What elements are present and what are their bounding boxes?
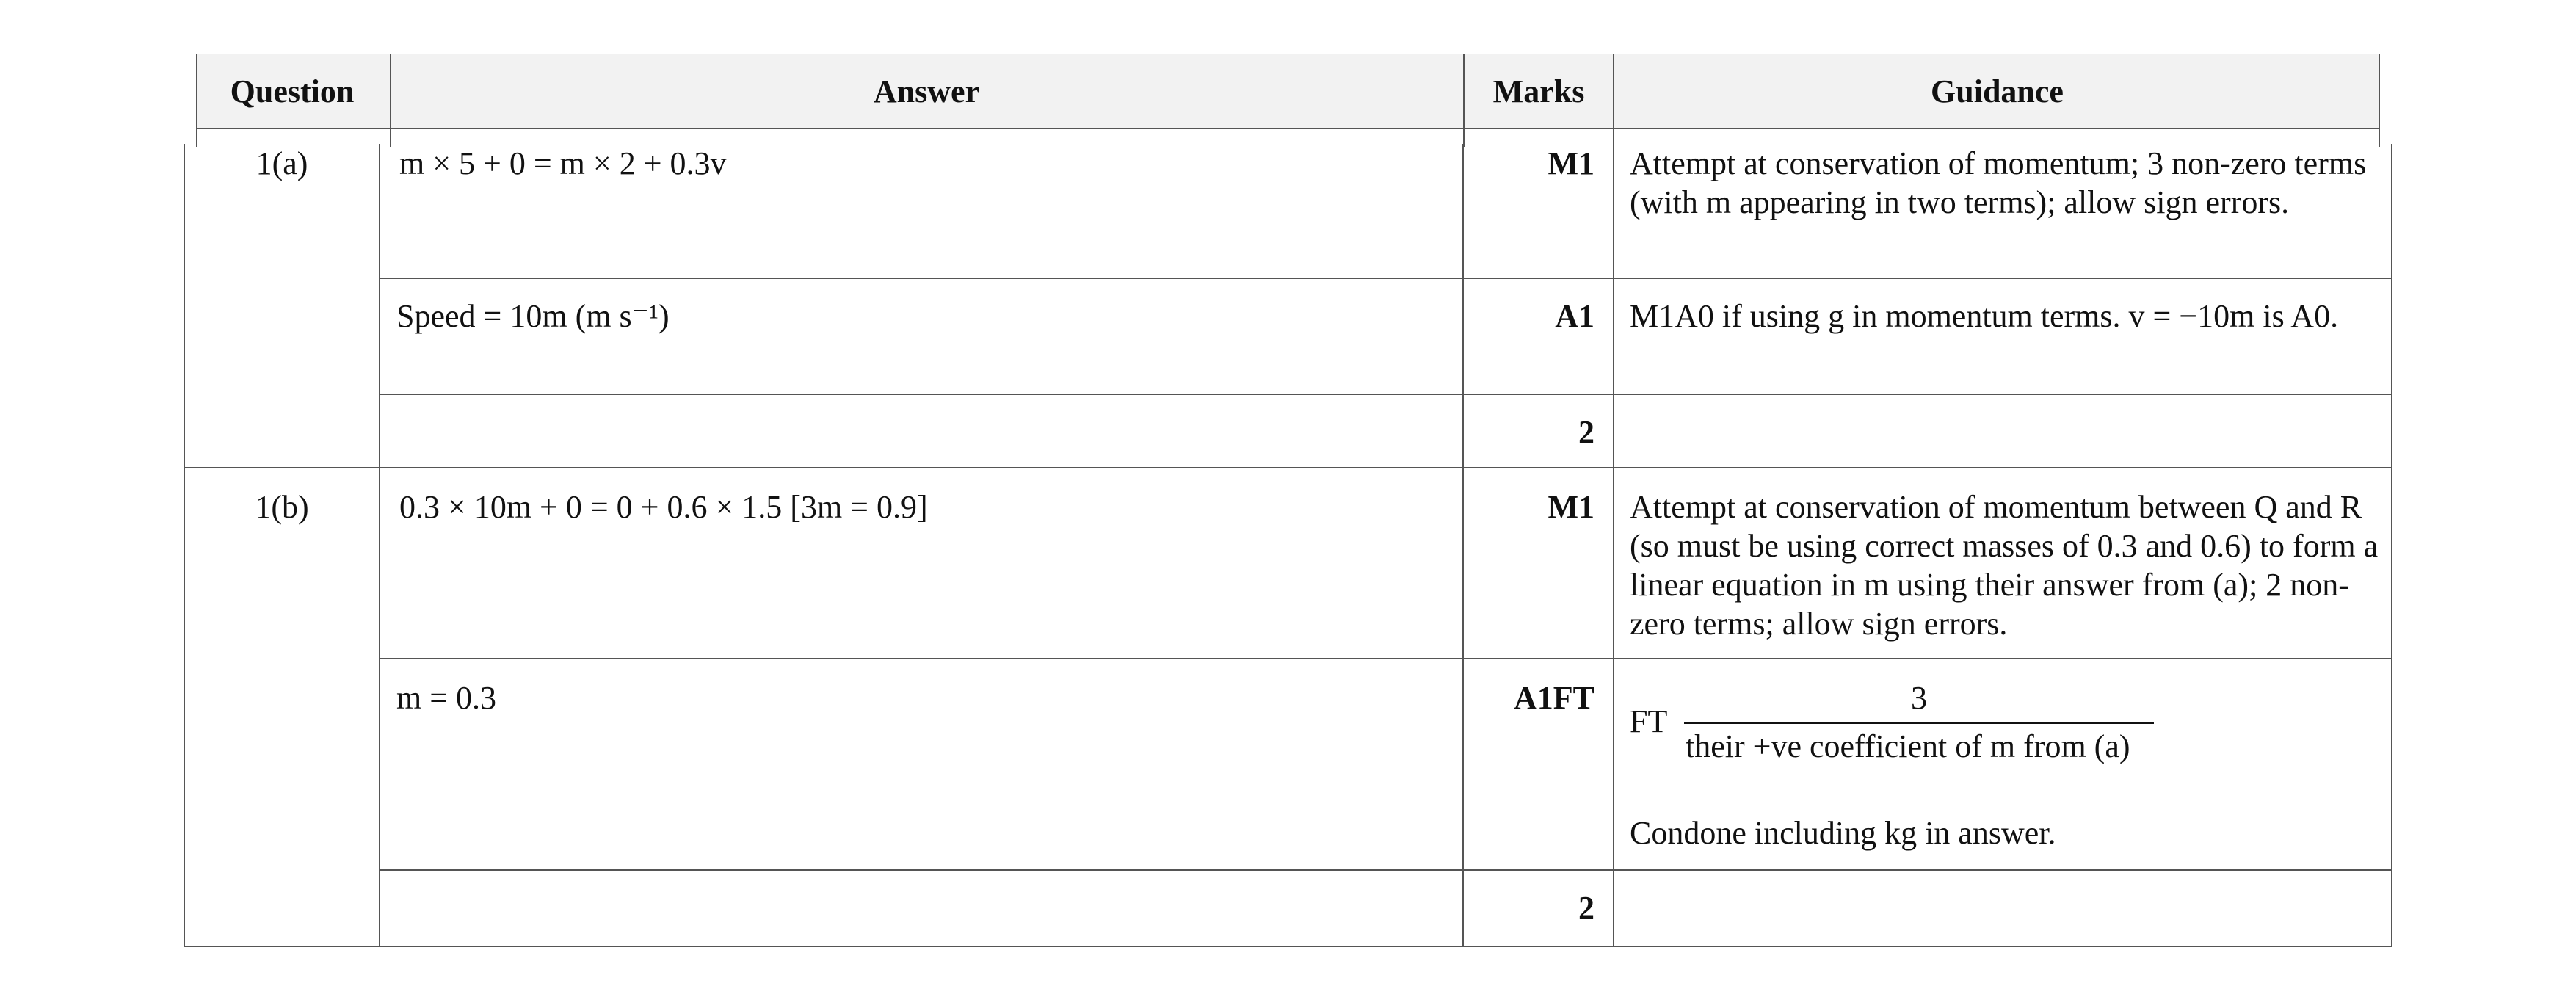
mark-value: A1FT bbox=[1514, 680, 1594, 716]
question-label: 1(b) bbox=[255, 489, 309, 525]
answer-text: Speed = 10m (m s⁻¹) bbox=[396, 298, 670, 334]
table-border bbox=[2391, 144, 2392, 947]
header-divider bbox=[2379, 54, 2380, 147]
row-divider bbox=[184, 946, 2392, 947]
ft-fraction bbox=[1684, 678, 2154, 767]
ft-prefix: FT bbox=[1630, 703, 1668, 739]
answer-text: 0.3 × 10m + 0 = 0 + 0.6 × 1.5 [3m = 0.9] bbox=[399, 489, 928, 525]
guidance-text: Attempt at conservation of momentum; 3 non-zero terms (with m appearing in two terms); allow sign errors. bbox=[1630, 145, 2367, 220]
fraction-bar bbox=[1684, 722, 2154, 724]
row-divider bbox=[379, 658, 2392, 659]
mark-value: A1 bbox=[1555, 298, 1594, 334]
mark-total: 2 bbox=[1578, 890, 1594, 926]
answer-text: m × 5 + 0 = m × 2 + 0.3v bbox=[399, 145, 727, 181]
guidance-text: Attempt at conservation of momentum between Q and R (so must be using correct masses of 0.3 and 0.6) to form a linear equation in m using their answer from (a); 2 non-zero terms; allow sign errors. bbox=[1630, 489, 2379, 642]
answer-text: m = 0.3 bbox=[396, 680, 497, 716]
header-question: Question bbox=[230, 73, 355, 109]
row-divider bbox=[379, 278, 2392, 279]
mark-value: M1 bbox=[1548, 145, 1594, 181]
header-divider bbox=[1613, 54, 1614, 147]
header-divider bbox=[1463, 54, 1465, 147]
row-divider bbox=[379, 869, 2392, 871]
table-border bbox=[184, 144, 185, 947]
table-border bbox=[379, 144, 380, 947]
guidance-text: M1A0 if using g in momentum terms. v = −10m is A0. bbox=[1630, 298, 2339, 334]
table-border bbox=[1613, 144, 1614, 947]
table-border bbox=[1462, 144, 1464, 947]
header-answer: Answer bbox=[873, 73, 980, 109]
row-divider bbox=[379, 394, 2392, 395]
header-guidance: Guidance bbox=[1931, 73, 2064, 109]
row-divider bbox=[184, 467, 2392, 468]
table-header bbox=[196, 54, 2380, 129]
mark-value: M1 bbox=[1548, 489, 1594, 525]
fraction-numerator: 3 bbox=[1911, 680, 1927, 716]
header-marks: Marks bbox=[1492, 73, 1585, 109]
header-divider bbox=[390, 54, 391, 147]
fraction-denominator: their +ve coefficient of m from (a) bbox=[1686, 728, 2130, 764]
question-label: 1(a) bbox=[255, 145, 308, 181]
guidance-note: Condone including kg in answer. bbox=[1630, 815, 2056, 851]
header-divider bbox=[196, 54, 197, 147]
mark-total: 2 bbox=[1578, 414, 1594, 450]
